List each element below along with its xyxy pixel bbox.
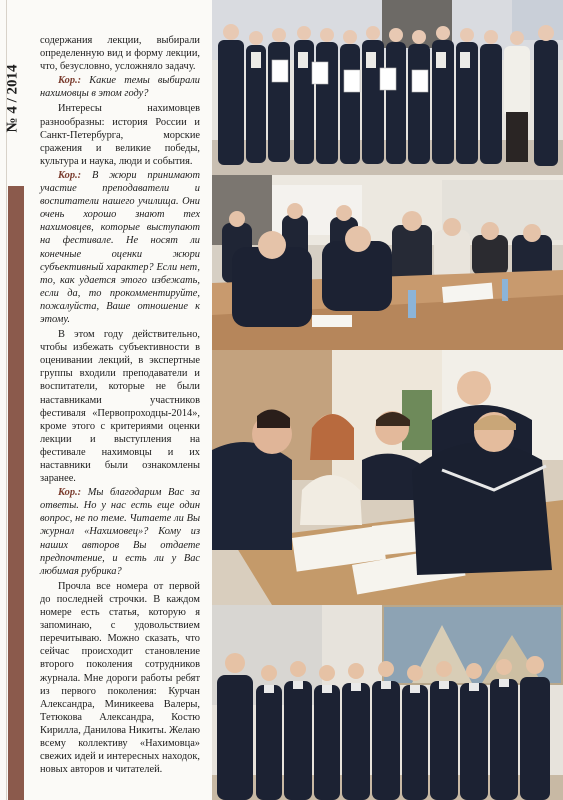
article-text-column bbox=[40, 34, 200, 777]
interview-question bbox=[40, 169, 200, 326]
answer-paragraph: В этом году действительно, чтобы избежать субъективности в оценивании лекций, в экспертные группы входили преподаватели и воспитатели, которые не были наставниками участников фестиваля «Первопроходцы-2014», кроме этого с критериями оценки лекции и выступления на фестивале нахимовцы и их наставники были ознакомлены заранее. bbox=[40, 329, 200, 485]
answer-paragraph: Прочла все номера от первой до последней строчки. В каждом номере есть статья, которую я запоминаю, с удовольствием перечитываю. Можно сказать, что сейчас происходит становление второго поколения сотрудников журнала. Мне дороги работы ребят из первого поколения: Курчан Александра, Миникеева Валеры, Тетюкова Александра, Костю Кирилла, Данилова Никиты. Желаю всему коллективу «Нахимовца» свежих идей и интересных находок, новых авторов и читателей. bbox=[40, 580, 200, 776]
issue-margin-strip bbox=[0, 0, 26, 800]
interview-question bbox=[40, 74, 200, 100]
interview-question bbox=[40, 486, 200, 578]
question-text: Мы благодарим Вас за ответы. Но у нас есть еще один вопрос, не по теме. Читаете ли Вы журнал «Нахимовец»? Кому из наших авторов Вы отдаете предпочтение, и есть ли у Вас любимая рубрика? bbox=[40, 487, 200, 577]
question-text: Какие темы выбирали нахимовцы в этом году? bbox=[40, 75, 200, 100]
question-speaker-label: Кор.: bbox=[58, 169, 82, 181]
question-speaker-label: Кор.: bbox=[58, 75, 82, 87]
question-speaker-label: Кор.: bbox=[58, 487, 82, 499]
photo-collage bbox=[212, 0, 563, 800]
photo-group-certificates bbox=[212, 0, 563, 175]
issue-number-text: № 4 / 2014 bbox=[4, 64, 21, 132]
decorative-brown-bar bbox=[8, 186, 24, 800]
answer-paragraph: содержания лекции, выбирали определенную вид и форму лекции, что, безусловно, усложняло задачу. bbox=[40, 35, 200, 73]
issue-number-label bbox=[2, 48, 24, 148]
photo-cadets-working bbox=[212, 350, 563, 605]
photo-jury-table bbox=[212, 175, 563, 350]
answer-paragraph: Интересы нахимовцев разнообразны: история России и Санкт-Петербурга, морские сражения и великие победы, культура и наука, люди и события. bbox=[40, 103, 200, 167]
photo-group-painting bbox=[212, 605, 563, 800]
question-text: В жюри принимают участие преподаватели и воспитатели нашего училища. Они очень хорошо знают тех нахимовцев, которые выступают на фестивале. Не носят ли конечные оценки жюри субъективный характер? Если нет, то, как удается этого избежать, если да, то прокомментируйте, пожалуйста, Ваше отношение к этому. bbox=[40, 169, 200, 325]
